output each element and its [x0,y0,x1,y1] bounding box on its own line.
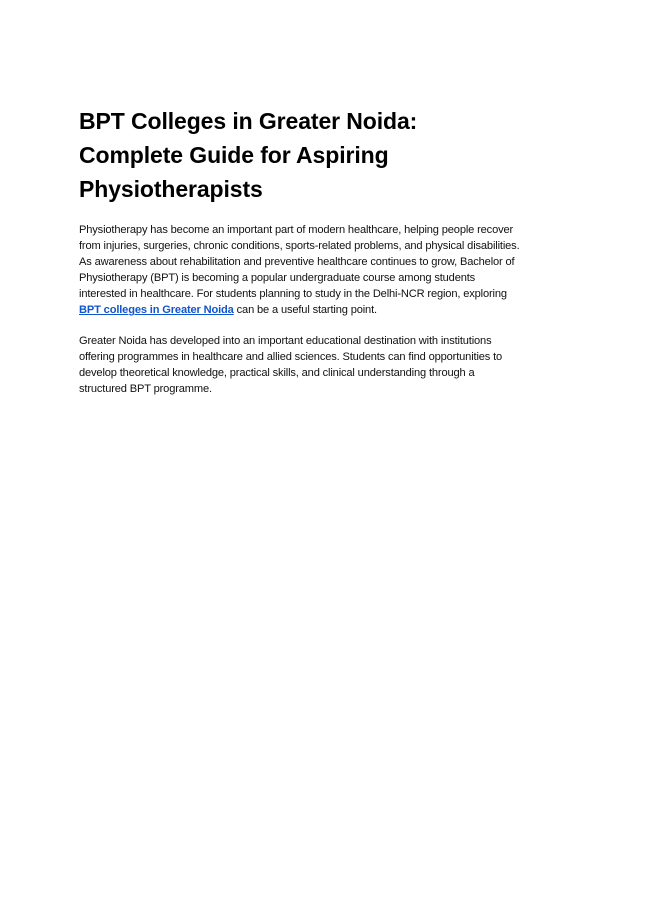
destination-paragraph [79,333,579,397]
paragraph-line: from injuries, surgeries, chronic conditions, sports-related problems, and physical disabilities. [79,240,520,253]
paragraph-line: Greater Noida has developed into an important educational destination with institutions [79,334,492,347]
paragraph-line: offering programmes in healthcare and allied sciences. Students can find opportunities to [79,350,503,363]
bpt-colleges-link[interactable]: BPT colleges in Greater Noida [79,304,234,317]
document-body [79,104,579,397]
paragraph-line: Physiotherapy has become an important part of modern healthcare, helping people recover [79,224,514,236]
title-line-3: Physiotherapists [79,176,263,202]
link-trailing-text: can be a useful starting point. [233,304,377,317]
paragraph-line: structured BPT programme. [79,382,212,395]
paragraph-line: As awareness about rehabilitation and preventive healthcare continues to grow, Bachelor of [79,256,515,269]
title-line-1: BPT Colleges in Greater Noida: [79,108,418,134]
page-title [79,104,579,206]
paragraph-line-with-link [79,302,579,318]
title-line-2: Complete Guide for Aspiring [79,142,389,168]
intro-paragraph [79,222,579,319]
paragraph-line: interested in healthcare. For students planning to study in the Delhi-NCR region, exploring [79,288,507,301]
paragraph-line: develop theoretical knowledge, practical skills, and clinical understanding through a [79,366,475,379]
paragraph-line: Physiotherapy (BPT) is becoming a popular undergraduate course among students [79,272,476,285]
